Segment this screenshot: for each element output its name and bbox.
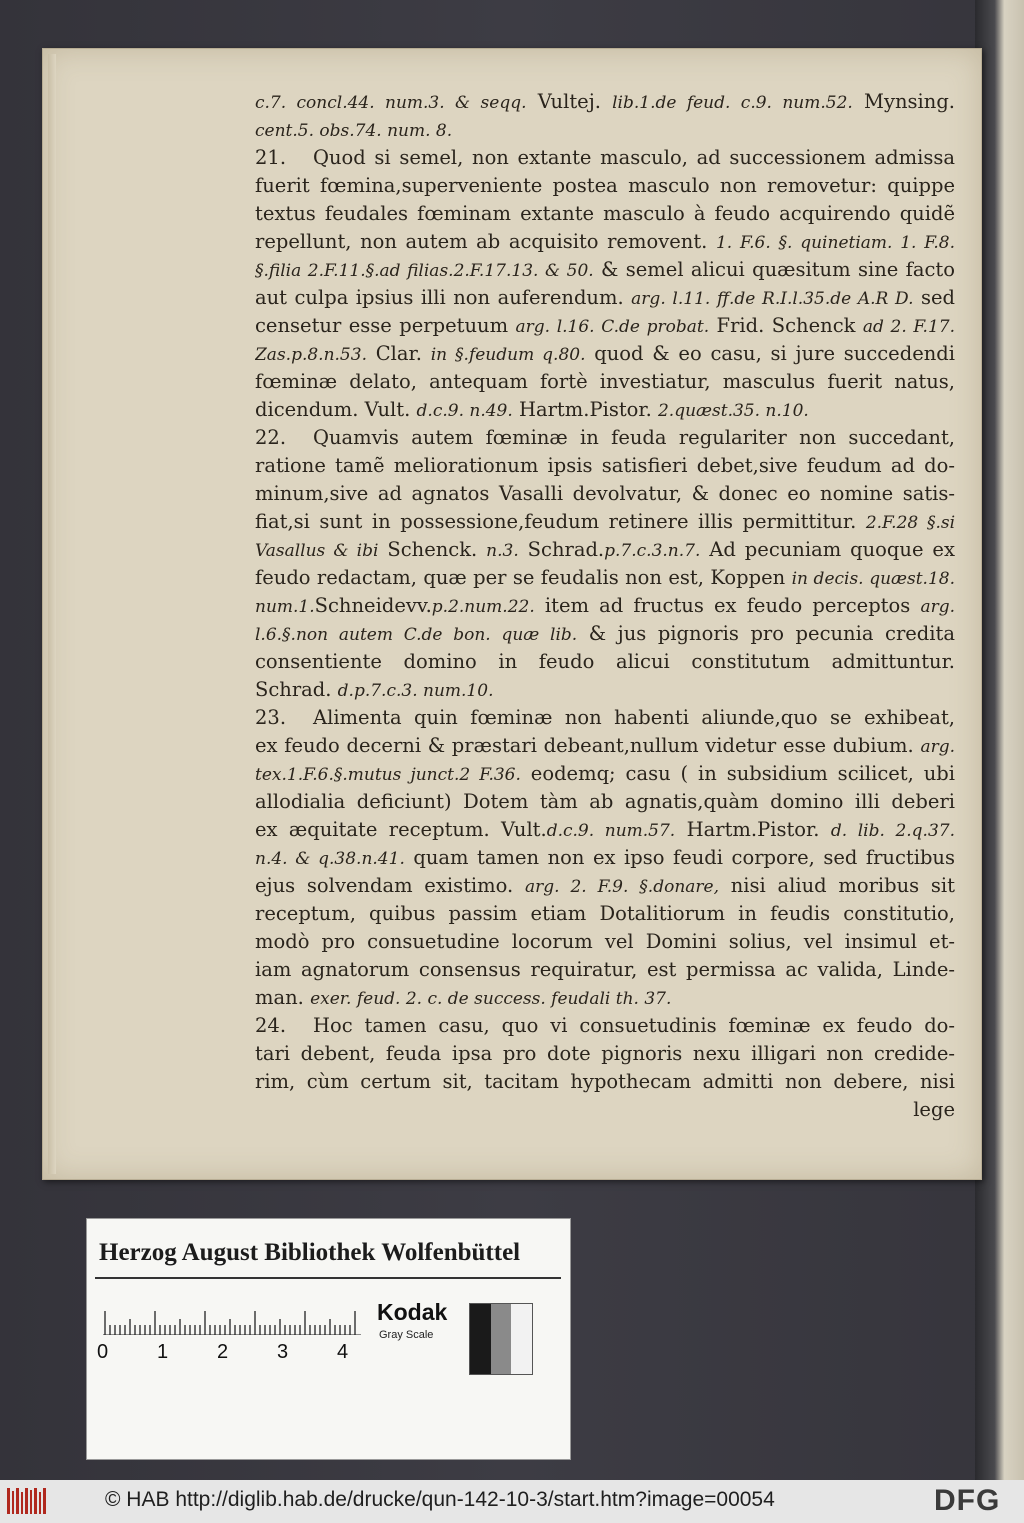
gray-swatch xyxy=(491,1304,512,1374)
body-text: consentiente domino in feudo alicui constitutum admittuntur. xyxy=(255,650,955,673)
body-text: Mynsing. xyxy=(852,90,955,113)
citation-text: n.3. xyxy=(486,541,519,561)
body-text: & semel alicui quæsitum sine facto xyxy=(593,258,955,281)
body-text: item ad fructus ex feudo perceptos xyxy=(534,594,921,617)
library-label-title: Herzog August Bibliothek Wolfenbüttel xyxy=(99,1239,521,1266)
citation-text: cent.5. obs.74. num. 8. xyxy=(255,121,453,141)
body-text: Alimenta quin fœminæ non habenti aliunde,quo se exhibeat, xyxy=(313,706,955,729)
citation-text: d. lib. 2.q.37. xyxy=(830,821,955,841)
citation-text: c.7. concl.44. num.3. & seqq. xyxy=(255,93,527,113)
text-line xyxy=(255,1068,955,1096)
body-text: Schrad. xyxy=(518,538,605,561)
footer-bar xyxy=(0,1480,1024,1523)
ruler-number: 4 xyxy=(337,1341,349,1363)
body-text: Hartm.Pistor. xyxy=(512,398,658,421)
body-text: dicendum. Vult. xyxy=(255,398,417,421)
citation-text: arg. 2. F.9. §.donare, xyxy=(524,877,719,897)
citation-text: p.2.num.22. xyxy=(431,597,535,617)
paragraph-number: 23. xyxy=(255,706,287,729)
text-line xyxy=(255,312,955,340)
text-line xyxy=(255,228,955,256)
ruler-number: 3 xyxy=(277,1341,289,1363)
body-text: fiat,si sunt in possessione,feudum retinere illis permittitur. xyxy=(255,510,866,533)
text-line xyxy=(255,116,955,144)
citation-text: in §.feudum q.80. xyxy=(430,345,586,365)
ruler-number: 1 xyxy=(157,1341,169,1363)
citation-text: l.6.§.non autem C.de bon. quæ lib. xyxy=(255,625,578,645)
citation-text: lib.1.de feud. c.9. num.52. xyxy=(612,93,853,113)
body-text: Frid. Schenck xyxy=(709,314,863,337)
body-text: man. xyxy=(255,986,311,1009)
citation-text: ad 2. F.17. xyxy=(862,317,955,337)
citation-text: d.p.7.c.3. num.10. xyxy=(337,681,494,701)
text-line xyxy=(255,760,955,788)
text-line xyxy=(255,1096,955,1124)
body-text: Hartm.Pistor. xyxy=(675,818,831,841)
scan-board-edge xyxy=(975,0,1024,1480)
body-text: lege xyxy=(913,1098,955,1121)
body-text: receptum, quibus passim etiam Dotalitiorum in feudis constitutio, xyxy=(255,902,955,925)
paragraph-start-line xyxy=(255,704,955,732)
body-text: Vultej. xyxy=(526,90,613,113)
text-line xyxy=(255,284,955,312)
body-text: Schenck. xyxy=(378,538,487,561)
text-line xyxy=(255,508,955,536)
body-text: aut culpa ipsius illi non auferendum. xyxy=(255,286,632,309)
body-text: & jus pignoris pro pecunia credita xyxy=(577,622,955,645)
text-line xyxy=(255,648,955,676)
ruler-numbers xyxy=(97,1341,347,1371)
citation-text: §.filia 2.F.11.§.ad filias.2.F.17.13. & 50. xyxy=(255,261,594,281)
citation-text: d.c.9. n.49. xyxy=(416,401,513,421)
citation-text: in decis. quæst.18. xyxy=(791,569,955,589)
citation-text: exer. feud. 2. c. de success. feudali th. 37. xyxy=(310,989,672,1009)
text-line xyxy=(255,592,955,620)
ruler-scale-icon xyxy=(103,1309,363,1335)
citation-text: n.4. & q.38.n.41. xyxy=(255,849,405,869)
text-line xyxy=(255,928,955,956)
paragraph-start-line xyxy=(255,424,955,452)
citation-text: arg. l.11. ff.de R.I.l.35.de A.R D. xyxy=(631,289,914,309)
body-text: ex æquitate receptum. Vult. xyxy=(255,818,547,841)
text-line xyxy=(255,368,955,396)
text-line xyxy=(255,788,955,816)
body-text: Quod si semel, non extante masculo, ad successionem admissa xyxy=(313,146,955,169)
citation-text: arg. xyxy=(920,737,955,757)
text-line xyxy=(255,340,955,368)
text-line xyxy=(255,984,955,1012)
kodak-logo: Kodak xyxy=(377,1299,448,1325)
text-line xyxy=(255,256,955,284)
text-line xyxy=(255,200,955,228)
text-line xyxy=(255,732,955,760)
body-text: Ad pecuniam quoque ex xyxy=(700,538,955,561)
paragraph-start-line xyxy=(255,1012,955,1040)
label-divider xyxy=(95,1277,561,1279)
body-text: textus feudales fœminam extante masculo à feudo acquirendo quidẽ xyxy=(255,202,955,225)
citation-text: Vasallus & ibi xyxy=(255,541,379,561)
text-line xyxy=(255,452,955,480)
body-text: quam tamen non ex ipso feudi corpore, sed fructibus xyxy=(404,846,955,869)
text-line xyxy=(255,536,955,564)
ruler-number: 2 xyxy=(217,1341,229,1363)
paragraph-start-line xyxy=(255,144,955,172)
text-line xyxy=(255,816,955,844)
body-text: tari debent, feuda ipsa pro dote pignoris nexu illigari non credide- xyxy=(255,1042,955,1065)
paragraph-number: 22. xyxy=(255,426,287,449)
body-text: minum,sive ad agnatos Vasalli devolvatur, & donec eo nomine satis- xyxy=(255,482,955,505)
text-line xyxy=(255,676,955,704)
hab-barcode-logo-icon xyxy=(6,1486,48,1516)
body-text: repellunt, non autem ab acquisito removent. xyxy=(255,230,716,253)
page-text-block xyxy=(255,88,955,1124)
body-text: sed xyxy=(913,286,955,309)
text-line xyxy=(255,620,955,648)
paragraph-number: 21. xyxy=(255,146,287,169)
text-line xyxy=(255,396,955,424)
text-line xyxy=(255,872,955,900)
body-text: ejus solvendam existimo. xyxy=(255,874,525,897)
body-text: Quamvis autem fœminæ in feuda regulariter non succedant, xyxy=(313,426,955,449)
body-text: Schrad. xyxy=(255,678,338,701)
citation-text: Zas.p.8.n.53. xyxy=(255,345,367,365)
dfg-logo: DFG xyxy=(934,1484,1001,1517)
citation-text: 1. F.6. §. quinetiam. 1. F.8. xyxy=(715,233,955,253)
citation-text: tex.1.F.6.§.mutus junct.2 F.36. xyxy=(255,765,521,785)
body-text: ratione tamẽ meliorationum ipsis satisfieri debet,sive feudum ad do- xyxy=(255,454,955,477)
text-line xyxy=(255,480,955,508)
citation-text: 2.quæst.35. n.10. xyxy=(657,401,809,421)
body-text: quod & eo casu, si jure succedendi xyxy=(585,342,955,365)
body-text: ex feudo decerni & præstari debeant,nullum videtur esse dubium. xyxy=(255,734,921,757)
body-text: censetur esse perpetuum xyxy=(255,314,516,337)
body-text: Hoc tamen casu, quo vi consuetudinis fœminæ ex feudo do- xyxy=(313,1014,955,1037)
ruler-number: 0 xyxy=(97,1341,109,1363)
body-text: iam agnatorum consensus requiratur, est permissa ac valida, Linde- xyxy=(255,958,955,981)
citation-text: p.7.c.3.n.7. xyxy=(604,541,701,561)
citation-text: d.c.9. num.57. xyxy=(546,821,676,841)
body-text: nisi aliud moribus sit xyxy=(719,874,955,897)
text-line xyxy=(255,1040,955,1068)
library-label xyxy=(86,1218,571,1460)
text-line xyxy=(255,172,955,200)
body-text: modò pro consuetudine locorum vel Domini solius, vel insimul et- xyxy=(255,930,955,953)
gray-scale-caption: Gray Scale xyxy=(379,1329,434,1341)
body-text: fœminæ delato, antequam fortè investiatur, masculus fuerit natus, xyxy=(255,370,955,393)
body-text: fuerit fœmina,superveniente postea masculo non removetur: quippe xyxy=(255,174,955,197)
gray-scale-swatches xyxy=(469,1303,533,1375)
body-text: Schneidevv. xyxy=(314,594,432,617)
citation-text: num.1. xyxy=(255,597,315,617)
citation-text: 2.F.28 §.si xyxy=(865,513,955,533)
footer-url-link[interactable]: © HAB http://diglib.hab.de/drucke/qun-142-10-3/start.htm?image=00054 xyxy=(105,1488,775,1511)
text-line xyxy=(255,900,955,928)
gray-swatch xyxy=(470,1304,491,1374)
text-line xyxy=(255,844,955,872)
body-text: eodemq; casu ( in subsidium scilicet, ubi xyxy=(520,762,955,785)
paragraph-number: 24. xyxy=(255,1014,287,1037)
body-text: feudo redactam, quæ per se feudalis non est, Koppen xyxy=(255,566,792,589)
citation-text: arg. l.16. C.de probat. xyxy=(515,317,710,337)
body-text: rim, cùm certum sit, tacitam hypothecam admitti non debere, nisi xyxy=(255,1070,955,1093)
gray-swatch xyxy=(511,1304,532,1374)
text-line xyxy=(255,88,955,116)
body-text: allodialia deficiunt) Dotem tàm ab agnatis,quàm domino illi deberi xyxy=(255,790,955,813)
text-line xyxy=(255,564,955,592)
text-line xyxy=(255,956,955,984)
body-text: Clar. xyxy=(366,342,431,365)
citation-text: arg. xyxy=(920,597,955,617)
page-gutter xyxy=(48,54,56,1174)
